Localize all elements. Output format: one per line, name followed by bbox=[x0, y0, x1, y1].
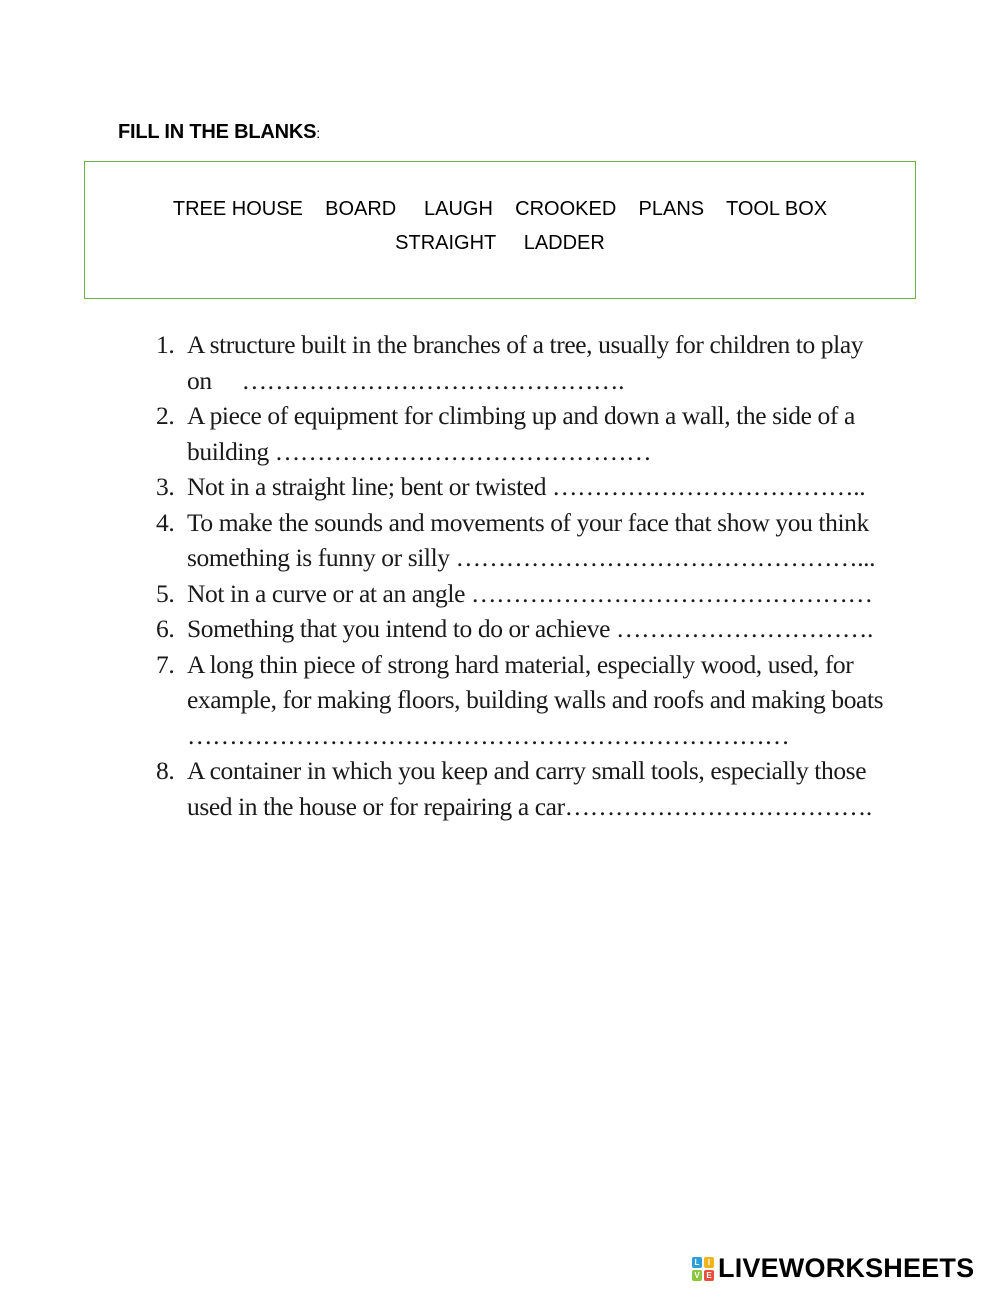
question-item bbox=[156, 327, 886, 398]
question-item bbox=[156, 753, 886, 824]
question-item bbox=[156, 469, 886, 505]
word-bank-line-1: TREE HOUSE BOARD LAUGH CROOKED PLANS TOOL BOX bbox=[172, 198, 828, 220]
question-number: 8. bbox=[156, 756, 175, 785]
question-item bbox=[156, 398, 886, 469]
question-item bbox=[156, 611, 886, 647]
question-number: 4. bbox=[156, 507, 175, 537]
question-text: Not in a straight line; bent or twisted ……………………………….. bbox=[187, 472, 866, 501]
question-text: A structure built in the branches of a tree, usually for children to play on ………………………………………. bbox=[187, 330, 864, 395]
question-text: A long thin piece of strong hard material, especially wood, used, for example, for making floors, building walls and roofs and making boats ……………………………………………………………… bbox=[187, 649, 884, 750]
logo-icon-tile-e: E bbox=[704, 1270, 714, 1281]
liveworksheets-logo-text: LIVEWORKSHEETS bbox=[718, 1253, 975, 1283]
question-number: 3. bbox=[156, 472, 175, 501]
question-item bbox=[156, 647, 886, 754]
word-bank-box bbox=[84, 161, 916, 299]
question-item bbox=[156, 505, 886, 576]
logo-icon-tile-v: V bbox=[692, 1270, 702, 1281]
question-text: A piece of equipment for climbing up and down a wall, the side of a building ……………………………………… bbox=[187, 401, 855, 466]
heading-colon: : bbox=[316, 125, 320, 141]
question-text: To make the sounds and movements of your face that show you think something is funny or silly …………………………………………... bbox=[187, 507, 876, 572]
logo-icon-tile-l: L bbox=[692, 1257, 702, 1268]
liveworksheets-logo[interactable] bbox=[692, 1253, 974, 1284]
question-list bbox=[156, 327, 886, 824]
question-number: 2. bbox=[156, 401, 175, 430]
liveworksheets-logo-icon bbox=[692, 1257, 714, 1281]
question-item bbox=[156, 576, 886, 612]
question-text: Not in a curve or at an angle ………………………………………… bbox=[187, 578, 873, 608]
question-number: 6. bbox=[156, 614, 175, 643]
word-bank-line-2: STRAIGHT LADDER bbox=[395, 232, 605, 254]
logo-icon-tile-i: I bbox=[704, 1257, 714, 1268]
question-text: Something that you intend to do or achieve …………………………. bbox=[187, 614, 873, 643]
question-number: 5. bbox=[156, 578, 175, 608]
question-number: 1. bbox=[156, 330, 175, 359]
page-heading bbox=[118, 121, 320, 144]
question-number: 7. bbox=[156, 649, 175, 679]
question-text: A container in which you keep and carry small tools, especially those used in the house or for repairing a car………………………………. bbox=[187, 756, 872, 821]
heading-title: FILL IN THE BLANKS bbox=[118, 121, 317, 143]
